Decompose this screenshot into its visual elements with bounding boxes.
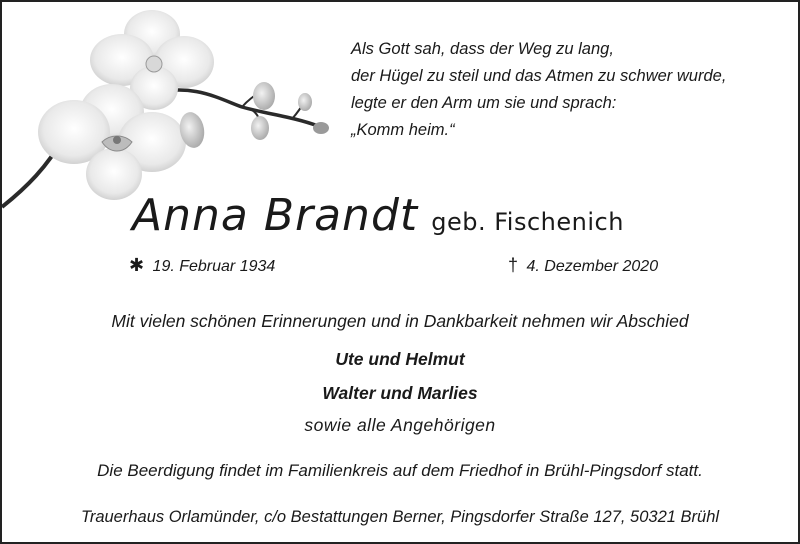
death-date-row [508,255,658,276]
birth-star-icon: ✱ [129,255,145,275]
birth-date-row [129,255,275,276]
mourner-name: Ute und Helmut [335,349,465,369]
deceased-name: Anna Brandt [132,190,419,241]
orchid-image [2,2,342,217]
deceased-name-row [132,190,624,241]
funeral-home-address: Trauerhaus Orlamünder, c/o Bestattungen Berner, Pingsdorfer Straße 127, 50321 Brühl [80,508,720,526]
mourner-name: Walter und Marlies [322,383,478,403]
death-date: 4. Dezember 2020 [526,258,659,275]
poem [351,36,791,144]
poem-line: legte er den Arm um sie und sprach: [351,94,617,112]
relatives-text: sowie alle Angehörigen [304,415,496,435]
birth-date: 19. Februar 1934 [152,258,276,275]
cross-icon: † [508,255,519,275]
farewell-text: Mit vielen schönen Erinnerungen und in Dankbarkeit nehmen wir Abschied [111,311,689,331]
poem-line: „Komm heim.“ [351,121,455,139]
poem-line: Als Gott sah, dass der Weg zu lang, [351,40,614,58]
funeral-info: Die Beerdigung findet im Familienkreis auf dem Friedhof in Brühl-Pingsdorf statt. [97,461,703,480]
poem-line: der Hügel zu steil und das Atmen zu schwer wurde, [351,67,727,85]
maiden-name: geb. Fischenich [431,208,624,236]
